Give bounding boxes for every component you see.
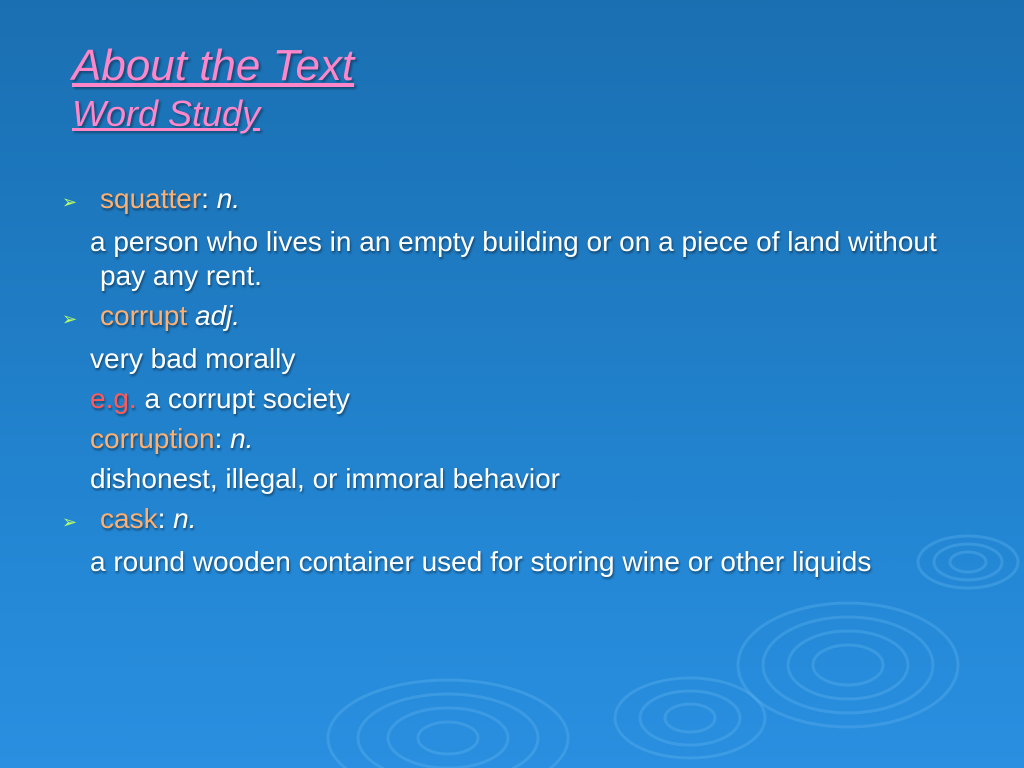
title-about-the-text[interactable]: About the Text: [72, 41, 355, 90]
word-study-list: [62, 182, 952, 585]
part-of-speech: adj.: [194, 300, 241, 331]
term-separator: :: [157, 503, 166, 534]
arrow-bullet-icon: ➢: [62, 512, 78, 532]
entry-heading: [100, 182, 240, 216]
term-cask: cask: [100, 503, 158, 534]
term-corrupt: corrupt: [100, 300, 188, 331]
entry-heading: [100, 502, 197, 536]
entry-cask: [62, 502, 952, 539]
definition-cask: a round wooden container used for storing wine or other liquids: [90, 546, 872, 577]
example-corrupt: [90, 382, 952, 416]
definition-squatter: a person who lives in an empty building or on a piece of land without pay any rent.: [90, 226, 937, 291]
term-separator: :: [201, 183, 209, 214]
derived-term-corruption: [90, 422, 952, 456]
example-label: e.g.: [90, 383, 137, 414]
title-word-study[interactable]: Word Study: [72, 93, 261, 134]
example-text: a corrupt society: [144, 383, 350, 414]
part-of-speech: n.: [173, 503, 197, 534]
arrow-bullet-icon: ➢: [62, 192, 78, 212]
part-of-speech: n.: [216, 183, 241, 214]
definition-corrupt: very bad morally: [90, 343, 296, 374]
slide-title: [72, 40, 354, 136]
part-of-speech: n.: [230, 423, 254, 454]
entry-heading: [100, 299, 240, 333]
definition-corruption: dishonest, illegal, or immoral behavior: [90, 463, 560, 494]
term-squatter: squatter: [100, 183, 202, 214]
entry-corrupt: [62, 299, 952, 336]
term-corruption: corruption: [90, 423, 215, 454]
entry-squatter: [62, 182, 952, 219]
arrow-bullet-icon: ➢: [62, 309, 78, 329]
term-separator: :: [214, 423, 223, 454]
